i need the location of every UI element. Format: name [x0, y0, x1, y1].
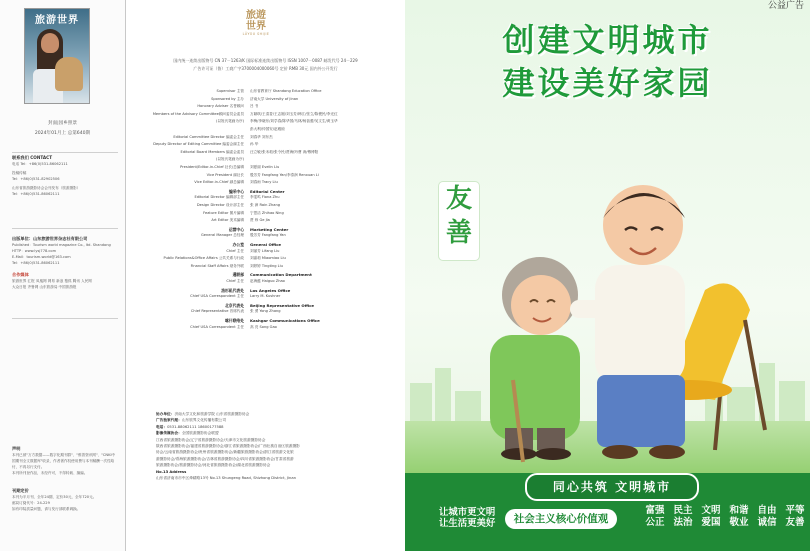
publication-license: 广告许可证（鲁）工商广字3700004000060号 定价 RMB 30元 国内外公开发行: [193, 66, 338, 71]
credit-role: Deputy Director of Editing Committee 编委会副主任: [153, 142, 244, 147]
credit-role: Chief Representative 首席代表: [190, 309, 244, 314]
declaration-line: 本刊已被"万方数据——数字化期刊群"、"维普资讯网"、"CNKI中国期刊全文数据库"收录，作者著作权使用费与本刊稿酬一次性给付，不再另行支付。: [12, 453, 116, 469]
core-value-item: 自由: [757, 505, 777, 516]
credit-name: Editorial Center: [250, 188, 285, 194]
credit-name: 汪立敏/张禾莉/张令民/贾海伊/曹 涛/傅博阳: [250, 149, 319, 154]
credit-name: 殷芳芳 Fangfang Yan: [250, 233, 286, 238]
credit-name: Los Angeles Office: [250, 287, 291, 293]
publisher-info-key: 影像传媒协会：: [156, 431, 182, 436]
credit-name: Beijing Representative Office: [250, 302, 315, 308]
publisher-line: Tel：+86(0)531-86062111: [12, 261, 60, 265]
publisher-info-value: 山东旅界文化传播有限公司: [181, 418, 227, 423]
credit-row: [126, 141, 405, 147]
price-line: 如有印装质量问题，请与发行部联系调换。: [12, 507, 81, 511]
credit-row: [126, 278, 405, 284]
partner-line: 旅游世界 汇报 凤凰网 网易 新浪 搜狐 腾讯 人民网: [12, 279, 92, 283]
magazine-logo: [241, 10, 271, 44]
credit-row: [126, 156, 405, 162]
credit-role: Editorial Director 编辑部主任: [194, 195, 244, 200]
credit-row: [126, 255, 405, 261]
credit-row: [126, 149, 405, 155]
publisher-info-key: 广告独家代理：: [156, 418, 182, 423]
credit-role: Vice President 副社长: [206, 172, 244, 177]
credit-role: 通联部: [232, 272, 244, 278]
poster-title-line1: 创建文明城市: [502, 21, 713, 59]
credit-row: [126, 248, 405, 254]
publisher-line: E-Mail：tourism-world@163.com: [12, 255, 71, 259]
partner-heading: 合作媒体: [12, 272, 29, 277]
credit-role: 喀什联络处: [225, 318, 244, 323]
declaration-section: [12, 446, 118, 476]
publisher-line: Published：Tourism world magazine Co., ltd. Shandong: [12, 243, 111, 247]
credit-name: General Office: [250, 242, 282, 247]
credit-name: 张 润 Rain Zhang: [250, 203, 281, 207]
core-value-item: 和谐: [729, 505, 749, 516]
credit-role: President/Editor-in-Chief 社长/总编辑: [180, 165, 244, 169]
credit-role: Feature Editor 图片编辑: [203, 210, 244, 215]
credit-row: [126, 118, 405, 124]
credit-name: 贾 炜 Ge Jia: [250, 218, 270, 223]
credit-row: [126, 88, 405, 94]
declaration-heading: 声明: [12, 446, 21, 451]
publisher-info-key: 协办单位：: [156, 412, 175, 416]
friendly-tag-char2: 善: [445, 218, 472, 248]
credit-name: 刘嘉莉 Miaomiao Liu: [250, 256, 286, 261]
cover-dog: [55, 57, 83, 91]
credit-row: [126, 103, 405, 109]
publisher-section: [12, 236, 118, 266]
credit-role: Public Relations&Office Affairs 公共关系与行政: [163, 256, 244, 261]
declaration-line: 本刊所刊登作品，未经许可，不得转载、摘编。: [12, 471, 88, 475]
left-column: [0, 0, 126, 551]
divider: [12, 318, 118, 319]
credit-row: [126, 263, 405, 269]
credit-role: Editorial Committee Director 编委会主任: [173, 134, 244, 139]
cover-woman-face: [41, 33, 59, 53]
illustration-man-helping-grandma: [475, 170, 805, 470]
credit-role: 运营中心: [228, 226, 244, 232]
core-value-item: 平等: [785, 505, 805, 516]
credit-role: General Manager 总经理: [201, 233, 244, 238]
core-values-row: [641, 505, 809, 517]
credit-role: Chief USA Correspondent 主任: [190, 294, 244, 299]
credit-name: 赵海蕴 Haiguo Zhao: [250, 279, 285, 283]
credit-name: 李梅/李晓东/刘学春/陈华国/马林/杨蓓蕾/吴文生/黄玉华: [250, 119, 338, 124]
credit-name: 刘婷婷 Tingting Liu: [250, 263, 283, 268]
cover-title: 旅游世界: [35, 15, 79, 26]
publisher-info-value: 陕西省旅游摄影协会/福建省旅游摄影协会/浙江省旅游摄影协会/广西壮族自治区旅游摄影: [156, 444, 300, 449]
publisher-info: [156, 411, 386, 481]
publisher-info-value: 协会/云南省旅游摄影协会/贵州省旅游摄影协会/新疆旅游摄影协会/浙江省旅游文化旅: [156, 450, 294, 455]
core-value-item: 法治: [673, 517, 693, 528]
logo-subtitle: LÜYOU SHIJIE: [242, 32, 270, 36]
credit-name: 济南大学 University of Jinan: [250, 96, 299, 101]
contact-section: [12, 155, 118, 197]
contact-line: 投稿传稿: [12, 171, 27, 175]
grandma-figure: [490, 257, 580, 462]
credit-role: 办公室: [232, 242, 244, 247]
credit-name: 孙 华: [250, 142, 259, 147]
credit-row: [126, 324, 405, 330]
contact-line: Tel：+86(0)531-82902506: [12, 177, 60, 181]
credit-row: [126, 164, 405, 170]
credit-name: Larry M. Kushner: [250, 294, 281, 299]
credit-name: 刘春雨 Tracy Liu: [250, 180, 278, 185]
credit-row: [126, 172, 405, 178]
civility-phrase: [439, 507, 495, 529]
credit-name: 李雯鸣 Fiona Zhu: [250, 195, 280, 200]
issue-info: 2024年01月上 总第640期: [34, 131, 91, 136]
publisher-info-value: 旅游摄影协会/旅游摄影协会/河北省旅游摄影协会/湖北省旅游摄影协会: [156, 463, 271, 468]
poster-top-label: 公益广告: [767, 1, 804, 11]
credit-role: 洛杉矶代表处: [221, 287, 244, 293]
credit-name: 宁思洁 Zhihao Ning: [250, 210, 284, 215]
poster-title-line2: 建设美好家园: [502, 64, 713, 102]
core-value-item: 民主: [673, 505, 693, 516]
credit-name: 彭大利/仲国安/赵雅琼: [250, 127, 285, 131]
credit-role: Chief 主任: [226, 248, 244, 253]
publisher-info-key: 电话：: [156, 424, 168, 429]
price-line: 本刊为半月刊，全年24期，定价30元，全年720元。: [12, 495, 97, 499]
publisher-info-value: 游摄影协会/青海旅游摄影协会/吉林省旅游摄影协会/四川省旅游摄影协会/甘肃省旅游: [156, 456, 294, 461]
credit-role: Members of the Advisory Committee顾问委员会委员: [152, 111, 244, 116]
credit-role: Chief USA Correspondent 主任: [190, 324, 244, 329]
credit-role: Editorial Board Members 编委会委员: [180, 149, 244, 154]
credit-role: Chief 主任: [226, 279, 244, 283]
friendly-tag-char1: 友: [445, 184, 472, 214]
credit-role: 编采中心: [228, 188, 244, 194]
credit-row: [126, 96, 405, 102]
credit-row: [126, 126, 405, 132]
masthead-column: [126, 0, 405, 551]
publisher-info-value: 山东省济南市市中区舜耕路13号 No.13 Shungeng Road, Shizhong District, Jinan: [156, 476, 296, 481]
credit-row: [126, 111, 405, 117]
credit-role: Design Director 设计部主任: [196, 203, 244, 207]
young-man-figure: [570, 185, 685, 459]
core-value-item: 诚信: [757, 517, 777, 528]
credit-role: Sponsored by 主办: [211, 96, 244, 101]
credit-row: [126, 134, 405, 140]
divider: [12, 152, 118, 153]
credit-name: 刘春华 刘东杰: [250, 134, 273, 139]
publisher-info-value: 全国旅游摄影协会联盟: [181, 431, 219, 436]
credit-name: 高 亮 Song Gao: [250, 324, 277, 329]
core-value-item: 富强: [645, 505, 665, 516]
core-values-grid: [641, 505, 809, 529]
core-value-item: 敬业: [729, 517, 749, 528]
contact-line: Tel：+86(0)531-86062111: [12, 192, 60, 196]
credit-row: [126, 210, 405, 216]
partner-section: [12, 272, 118, 290]
core-value-item: 公正: [645, 517, 665, 528]
credit-role: (以姓氏笔画为序): [216, 157, 244, 162]
publisher-info-value: 济南大学文化和旅游学院 山东省旅游摄影协会: [174, 412, 250, 416]
credit-name: 刘夏丽 Evelin Liu: [250, 165, 280, 169]
publisher-info-line: [156, 475, 386, 481]
contact-heading: 联系我们 CONTACT: [12, 155, 53, 160]
credit-role: (以姓氏笔画为序): [216, 119, 244, 124]
price-heading: 刊期定价: [12, 488, 29, 493]
friendly-tag: [439, 182, 479, 260]
credit-role: Honorary Adviser 名誉顾问: [197, 104, 244, 109]
credit-role: Vice Editor-in-Chief 副总编辑: [194, 180, 244, 185]
credit-name: 刘丽芳 Lifang Liu: [250, 248, 280, 253]
credit-name: Marketing Center: [250, 226, 289, 232]
magazine-cover-thumbnail: [24, 8, 90, 104]
logo-chars-top: 旅遊: [246, 10, 266, 21]
credit-role: Supervisor 主管: [216, 89, 244, 93]
publication-numbers: 国内统一连续出版物号 CN 37－1263/K 国际标准连续出版物号 ISSN 1007－0087 邮发代号 24－229: [173, 58, 358, 63]
publisher-heading: 出版单位：山东旅游世界杂志社有限公司: [12, 236, 88, 241]
public-service-poster: [405, 0, 810, 551]
core-value-item: 文明: [701, 505, 721, 516]
core-values-row: [641, 517, 809, 529]
credit-role: 北京代表处: [225, 302, 244, 308]
slogan-banner: 同心共筑 文明城市: [525, 473, 699, 501]
credit-row: [126, 179, 405, 185]
credit-row: [126, 308, 405, 314]
credit-row: [126, 232, 405, 238]
divider: [12, 228, 118, 229]
credit-name: 万颖琪/王清香/王志刚/刘玉芳/韩江/张立/陈俊民/李光红: [250, 111, 338, 116]
credit-row: [126, 194, 405, 200]
core-values-badge: 社会主义核心价值观: [505, 509, 617, 529]
contact-line: 山东省旅游摄影协会会刊发布（旅游摄影）: [12, 186, 81, 190]
cover-caption: 封面|园乡照景: [47, 121, 78, 126]
credit-name: 吕 书: [250, 104, 259, 109]
contact-line: 电话 Tel：+86(0)531-86062111: [12, 162, 68, 166]
credit-name: 殷芳芳 Fangfang Yan/李泰润 Renxuan Li: [250, 172, 319, 177]
credit-role: Financial Staff Affairs 财务外联: [190, 263, 244, 268]
credit-row: [126, 217, 405, 223]
publisher-info-key: No.13 Address: [156, 469, 187, 474]
credit-row: [126, 202, 405, 208]
credit-row: [126, 293, 405, 299]
credit-name: Kashgar Communications Office: [250, 318, 320, 323]
logo-chars-bottom: 世界: [246, 21, 266, 32]
publisher-line: HTTP：www.lysj778.com: [12, 249, 57, 253]
price-section: [12, 488, 118, 512]
price-line: 邮局订阅代号：24-229: [12, 501, 50, 505]
credit-name: 张 勇 Yong Zhang: [250, 309, 281, 314]
civility-phrase-line1: 让城市更文明: [439, 507, 496, 518]
partner-line: 大众日报 齐鲁网 山东旅游局 中国旅游报: [12, 285, 77, 289]
civility-phrase-line2: 让生活更美好: [439, 518, 496, 529]
credit-name: Communication Department: [250, 272, 312, 278]
publisher-info-value: 0531-88062111 18600177588: [167, 424, 224, 429]
publisher-info-value: 江西省旅游摄影协会/辽宁省旅游摄影协会/天津市文化旅游摄影协会: [156, 437, 266, 442]
credit-role: Art Editor 美术编辑: [211, 218, 244, 223]
credit-name: 山东省教育厅 Shandong Education Office: [250, 89, 322, 93]
core-value-item: 友善: [785, 517, 805, 528]
core-value-item: 爱国: [701, 517, 721, 528]
